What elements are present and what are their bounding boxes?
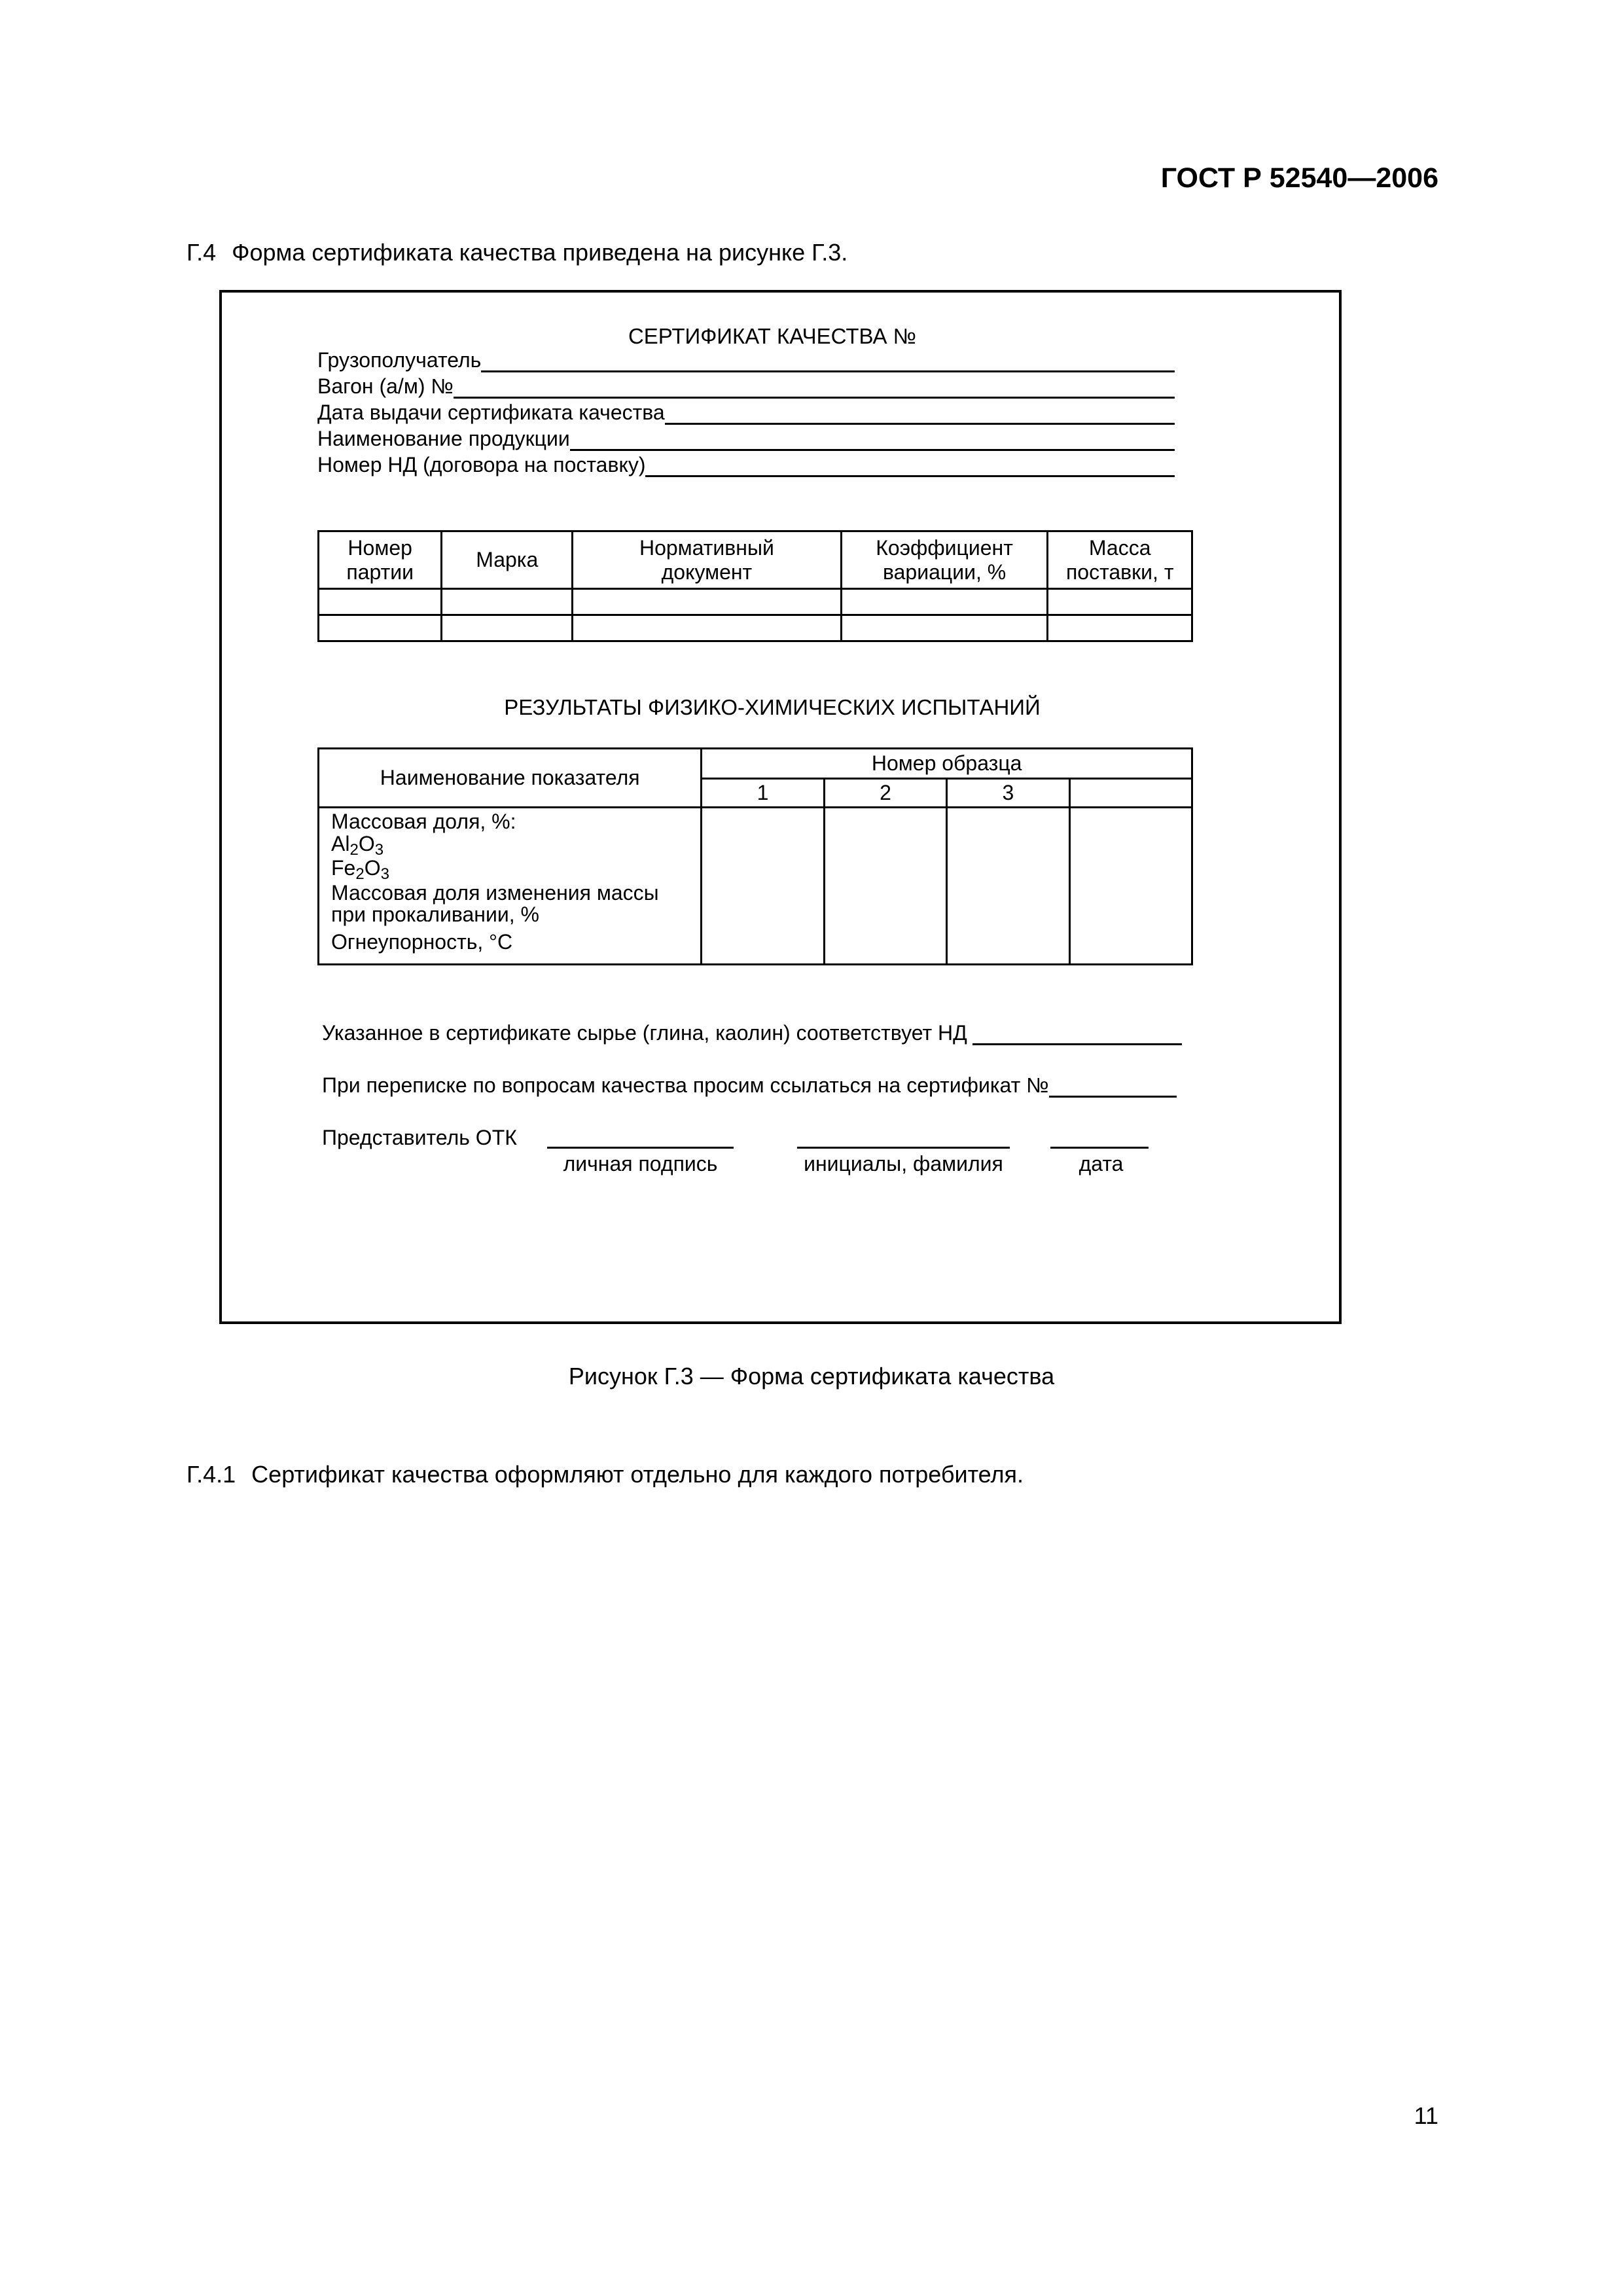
table-row bbox=[319, 808, 1192, 965]
page-number: 11 bbox=[1414, 2102, 1438, 2129]
indicator-al2o3: $Al_2O_3$ bbox=[331, 831, 384, 859]
indicator-mass-fraction: Массовая доля, %: bbox=[331, 810, 516, 833]
batch-table bbox=[317, 530, 1193, 642]
sample-number-cell: 3 bbox=[947, 779, 1069, 808]
field-label: Грузополучатель bbox=[317, 348, 482, 372]
table-cell bbox=[319, 589, 442, 615]
table-header-row bbox=[319, 749, 1192, 779]
date-line bbox=[1050, 1144, 1149, 1149]
field-label: Вагон (а/м) № bbox=[317, 374, 454, 398]
indicator-ignition-loss-line1: Массовая доля изменения массы bbox=[331, 880, 659, 905]
table-row bbox=[319, 589, 1192, 615]
table-cell bbox=[702, 808, 824, 965]
intro-paragraph bbox=[187, 239, 847, 266]
fill-in-line bbox=[570, 429, 1175, 451]
intro-text: Форма сертификата качества приведена на рисунке Г.3. bbox=[232, 239, 848, 266]
table-cell bbox=[442, 615, 573, 641]
fill-in-line bbox=[1049, 1076, 1177, 1098]
fill-in-line bbox=[665, 403, 1175, 425]
column-header-sample-number: Номер образца bbox=[702, 749, 1192, 779]
sample-number-cell bbox=[1069, 779, 1192, 808]
intro-number: Г.4 bbox=[187, 239, 217, 266]
column-header-indicator: Наименование показателя bbox=[319, 749, 702, 808]
table-cell bbox=[319, 615, 442, 641]
table-cell bbox=[824, 808, 946, 965]
name-caption: инициалы, фамилия bbox=[804, 1152, 1003, 1175]
compliance-text: Указанное в сертификате сырье (глина, каолин) соответствует НД bbox=[322, 1021, 967, 1045]
note-paragraph bbox=[187, 1461, 1024, 1488]
table-cell bbox=[573, 589, 842, 615]
note-text: Сертификат качества оформляют отдельно для каждого потребителя. bbox=[251, 1461, 1024, 1488]
table-cell bbox=[1069, 808, 1192, 965]
table-row bbox=[319, 615, 1192, 641]
field-consignee bbox=[317, 348, 1175, 372]
name-line bbox=[797, 1144, 1010, 1149]
signature-line bbox=[547, 1144, 734, 1149]
fill-in-line bbox=[454, 377, 1175, 399]
fill-in-line bbox=[481, 351, 1175, 372]
indicator-refractoriness: Огнеупорность, °С bbox=[331, 929, 513, 954]
field-nd-number bbox=[317, 453, 1175, 477]
table-cell bbox=[841, 615, 1048, 641]
field-label: Номер НД (договора на поставку) bbox=[317, 453, 646, 476]
field-label: Дата выдачи сертификата качества bbox=[317, 401, 665, 424]
column-header-normative-document: Нормативный документ bbox=[573, 531, 842, 589]
table-cell bbox=[841, 589, 1048, 615]
results-title: РЕЗУЛЬТАТЫ ФИЗИКО-ХИМИЧЕСКИХ ИСПЫТАНИЙ bbox=[504, 695, 1041, 719]
correspondence-text: При переписке по вопросам качества просим ссылаться на сертификат № bbox=[322, 1073, 1049, 1097]
signature-caption: личная подпись bbox=[563, 1152, 718, 1175]
signature-label: Представитель ОТК bbox=[322, 1126, 517, 1149]
correspondence-statement bbox=[322, 1073, 1177, 1098]
table-cell bbox=[442, 589, 573, 615]
table-cell bbox=[573, 615, 842, 641]
column-header-batch-number: Номер партии bbox=[319, 531, 442, 589]
field-issue-date bbox=[317, 401, 1175, 425]
table-cell bbox=[1048, 589, 1192, 615]
fill-in-line bbox=[645, 456, 1175, 477]
sample-number-cell: 1 bbox=[702, 779, 824, 808]
column-header-variation-coefficient: Коэффициент вариации, % bbox=[841, 531, 1048, 589]
note-number: Г.4.1 bbox=[187, 1461, 236, 1488]
compliance-statement bbox=[322, 1021, 1182, 1045]
certificate-title: СЕРТИФИКАТ КАЧЕСТВА № bbox=[628, 324, 917, 348]
column-header-delivery-mass: Масса поставки, т bbox=[1048, 531, 1192, 589]
field-product-name bbox=[317, 427, 1175, 451]
indicator-fe2o3: $Fe_2O_3$ bbox=[331, 856, 389, 884]
standard-code: ГОСТ Р 52540—2006 bbox=[1160, 162, 1438, 194]
figure-caption: Рисунок Г.3 — Форма сертификата качества bbox=[568, 1363, 1055, 1390]
sample-number-cell: 2 bbox=[824, 779, 946, 808]
date-caption: дата bbox=[1079, 1152, 1124, 1175]
indicator-list-cell bbox=[319, 808, 702, 965]
table-cell bbox=[947, 808, 1069, 965]
table-header-row bbox=[319, 531, 1192, 589]
column-header-grade: Марка bbox=[442, 531, 573, 589]
results-table bbox=[317, 747, 1193, 965]
field-wagon bbox=[317, 374, 1175, 399]
table-cell bbox=[1048, 615, 1192, 641]
field-label: Наименование продукции bbox=[317, 427, 570, 450]
indicator-ignition-loss-line2: при прокаливании, % bbox=[331, 903, 539, 927]
fill-in-line bbox=[972, 1024, 1182, 1045]
